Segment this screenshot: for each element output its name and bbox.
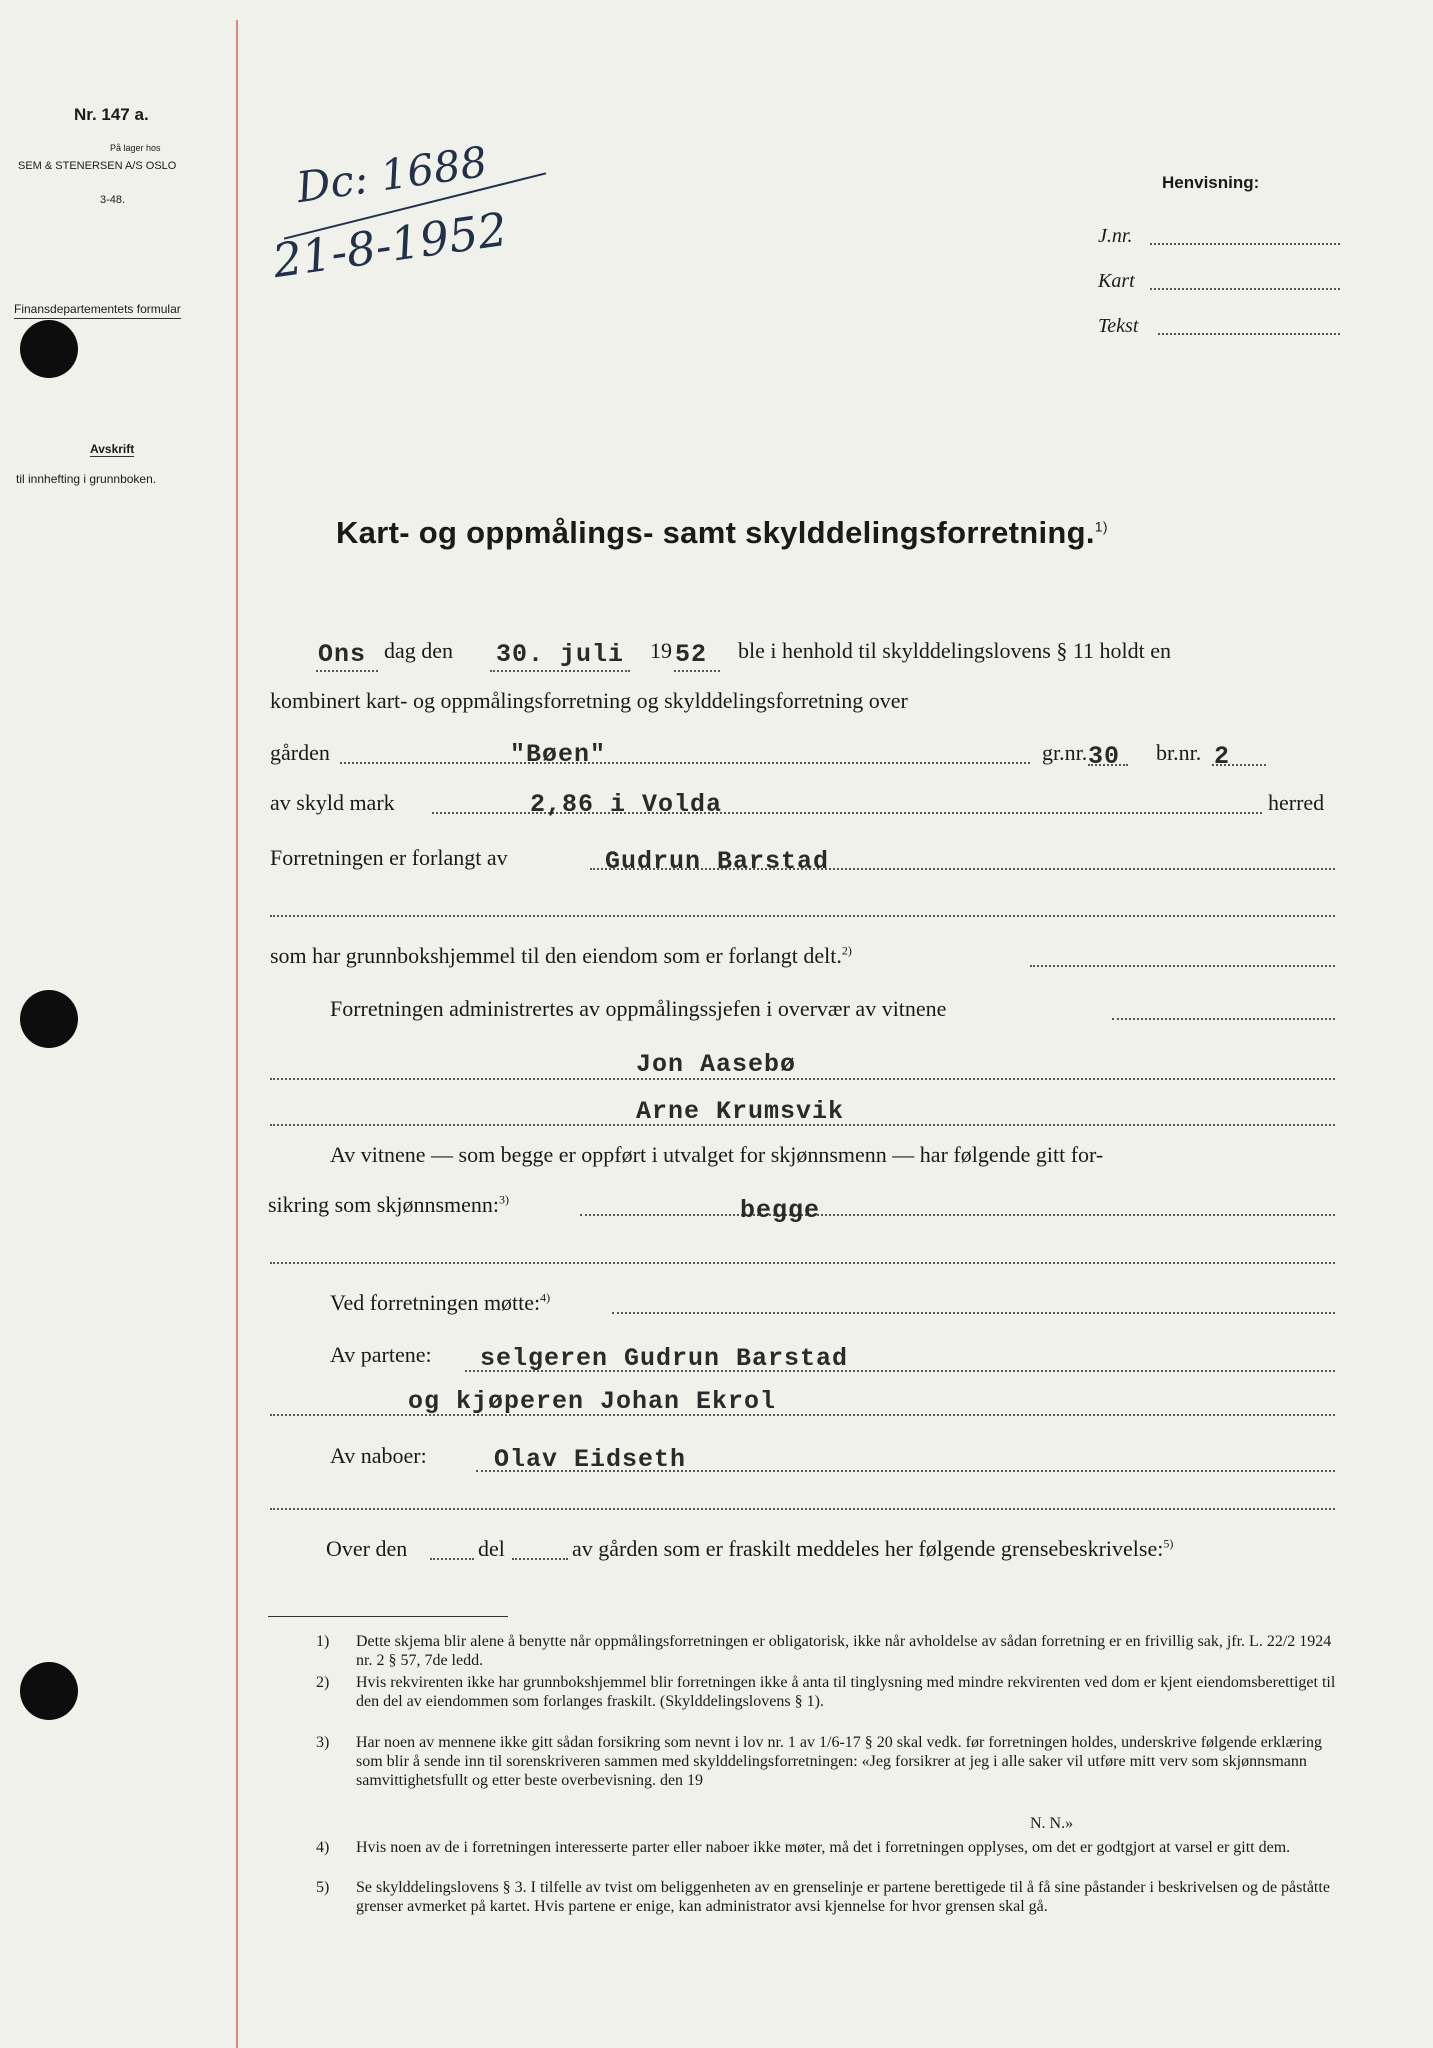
footnote-1	[316, 1632, 1336, 1670]
garden-line	[340, 762, 1030, 764]
neighbour-1: Olav Eidseth	[494, 1445, 687, 1474]
reference-kart-label: Kart	[1098, 270, 1135, 292]
brnr-label: br.nr.	[1156, 740, 1202, 765]
neighbour-line-2	[270, 1508, 1335, 1510]
witness-answer: begge	[740, 1196, 821, 1225]
footnote-4	[316, 1838, 1336, 1857]
footnote-4-text: Hvis noen av de i forretningen interesserte parter eller naboer ikke møter, må det i forretningen opplyses, om det er godtgjort at varsel er gitt dem.	[356, 1839, 1291, 1856]
over-rest	[572, 1536, 1173, 1562]
footnote-2	[316, 1673, 1336, 1711]
footnote-3-signature	[1030, 1814, 1150, 1833]
over-fn: 5)	[1163, 1536, 1174, 1551]
footnote-1-text: Dette skjema blir alene å benytte når oppmålingsforretningen er obligatorisk, ikke når avholdelse av sådan forretning er en frivillig sak, jfr. L. 22/2 1924 nr. 2 § 57, 7de ledd.	[356, 1633, 1332, 1669]
grunnbok-text-body: som har grunnbokshjemmel til den eiendom som er forlangt delt.	[270, 943, 842, 968]
over-den-line	[430, 1558, 474, 1560]
attended-label	[330, 1290, 550, 1316]
witness-2-line	[270, 1124, 1335, 1126]
skyld-label: av skyld mark	[270, 790, 395, 815]
footnote-5-text: Se skylddelingslovens § 3. I tilfelle av tvist om beliggenheten av en grenselinje er partene berettigede til å få sine påstander i beskrivelsen og de påståtte grenser avmerket på kartet. Hvis partene er enige, kan administrator avsi kjennelse for hvor grensen skal gå.	[356, 1879, 1330, 1915]
requested-label: Forretningen er forlangt av	[270, 845, 508, 870]
publisher-line1: På lager hos	[110, 143, 161, 153]
over-rest-text: av gården som er fraskilt meddeles her følgende grensebeskrivelse:	[572, 1536, 1164, 1561]
weekday-line	[316, 670, 378, 672]
witness-fn: 3)	[499, 1192, 510, 1207]
intro-rest: ble i henhold til skylddelingslovens § 11 holdt en	[738, 638, 1172, 663]
party-1-line	[465, 1370, 1335, 1372]
dag-den-label: dag den	[384, 638, 454, 663]
footnote-1-number: 1)	[316, 1633, 330, 1650]
date-value: 30. juli	[496, 640, 625, 669]
punch-hole-bottom	[20, 1662, 78, 1720]
handwritten-case-number: Dc: 1688	[293, 136, 491, 213]
grunnbok-text	[270, 943, 852, 969]
reference-jnr-line	[1150, 243, 1340, 245]
witness-2: Arne Krumsvik	[636, 1097, 845, 1126]
reference-kart-line	[1150, 288, 1340, 290]
witness-text-line1: Av vitnene — som begge er oppført i utvalget for skjønnsmenn — har følgende gitt for-	[330, 1142, 1104, 1167]
grnr-value: 30	[1088, 742, 1121, 771]
witness-answer-line-2	[270, 1262, 1335, 1264]
footnote-3-signature-text: N. N.»	[1030, 1815, 1074, 1832]
reference-tekst-label: Tekst	[1098, 315, 1139, 337]
parties-label: Av partene:	[330, 1342, 432, 1367]
farm-name: "Bøen"	[510, 740, 607, 769]
date-line	[490, 670, 630, 672]
requested-by: Gudrun Barstad	[605, 847, 830, 876]
grnr-line	[1088, 764, 1128, 766]
title-text: Kart- og oppmålings- samt skylddelingsforretning.	[336, 515, 1095, 550]
party-2: og kjøperen Johan Ekrol	[408, 1387, 777, 1416]
title-footnote-ref: 1)	[1094, 518, 1108, 535]
date-code: 3-48.	[100, 194, 126, 206]
form-owner: Finansdepartementets formular	[14, 302, 181, 319]
over-del-label: del	[478, 1536, 505, 1561]
attended-label-text: Ved forretningen møtte:	[330, 1290, 541, 1315]
footnote-3-text: Har noen av mennene ikke gitt sådan forsikring som nevnt i lov nr. 1 av 1/6-17 § 20 skal vedk. før forretningen holdes, underskrive følgende erklæring som blir å sende inn til sorenskriveren sammen med skylddelingsforretningen: «Jeg forsikrer at jeg i alle saker vil utføre mitt verv som skjønnsmann samvittighetsfullt og etter beste overbevisning. den 19	[356, 1734, 1322, 1789]
copy-label: Avskrift	[90, 442, 135, 456]
reference-jnr-label: J.nr.	[1098, 225, 1133, 247]
footnote-4-number: 4)	[316, 1839, 330, 1856]
herred-label: herred	[1268, 790, 1325, 815]
punch-hole-top	[20, 320, 78, 378]
brnr-line	[1212, 764, 1266, 766]
year-suffix: 52	[675, 640, 708, 669]
footnote-rule	[268, 1616, 508, 1617]
reference-title: Henvisning:	[1162, 173, 1260, 192]
form-number: Nr. 147 a.	[74, 105, 149, 124]
margin-rule	[236, 20, 238, 2048]
grunnbok-line	[1030, 965, 1335, 967]
intro-line2: kombinert kart- og oppmålingsforretning og skylddelingsforretning over	[270, 688, 908, 713]
party-2-line	[270, 1414, 1335, 1416]
weekday-value: Ons	[318, 640, 367, 669]
publisher-line2: SEM & STENERSEN A/S OSLO	[18, 160, 177, 172]
witness-text-line2-body: sikring som skjønnsmenn:	[268, 1192, 500, 1217]
grunnbok-fn: 2)	[841, 943, 852, 958]
neighbours-label: Av naboer:	[330, 1443, 427, 1468]
over-den-label: Over den	[326, 1536, 408, 1561]
footnote-2-text: Hvis rekvirenten ikke har grunnbokshjemmel blir forretningen ikke å anta til tinglysning med mindre rekvirenten ved dom er kjent eiendomsberettiget til den del av eiendommen som forlanges fraskilt. (Skylddelingslovens § 1).	[356, 1674, 1336, 1710]
over-del-line	[512, 1558, 568, 1560]
attended-fn: 4)	[540, 1290, 551, 1305]
grnr-label: gr.nr.	[1042, 740, 1088, 765]
year-line	[674, 670, 720, 672]
document-title	[336, 515, 1108, 551]
footnote-5	[316, 1878, 1336, 1916]
brnr-value: 2	[1214, 742, 1231, 771]
footnote-3-number: 3)	[316, 1734, 330, 1751]
garden-label: gården	[270, 740, 330, 765]
punch-hole-middle	[20, 990, 78, 1048]
footnote-3	[316, 1733, 1336, 1790]
requested-line-2	[270, 915, 1335, 917]
admin-text: Forretningen administrertes av oppmålingssjefen i overvær av vitnene	[330, 996, 947, 1021]
year-prefix: 19	[650, 638, 672, 663]
footnote-5-number: 5)	[316, 1879, 330, 1896]
witness-text-line2	[268, 1192, 509, 1218]
party-1: selgeren Gudrun Barstad	[480, 1344, 849, 1373]
skyld-value: 2,86 i Volda	[530, 790, 723, 819]
witness-1: Jon Aasebø	[636, 1050, 797, 1079]
neighbour-line	[476, 1470, 1335, 1472]
copy-note: til innhefting i grunnboken.	[16, 472, 157, 486]
witness-answer-line	[580, 1214, 1335, 1216]
handwritten-date: 21-8-1952	[269, 201, 511, 289]
reference-tekst-line	[1158, 333, 1340, 335]
admin-line	[1112, 1018, 1335, 1020]
footnote-2-number: 2)	[316, 1674, 330, 1691]
attended-line	[612, 1312, 1335, 1314]
witness-1-line	[270, 1078, 1335, 1080]
